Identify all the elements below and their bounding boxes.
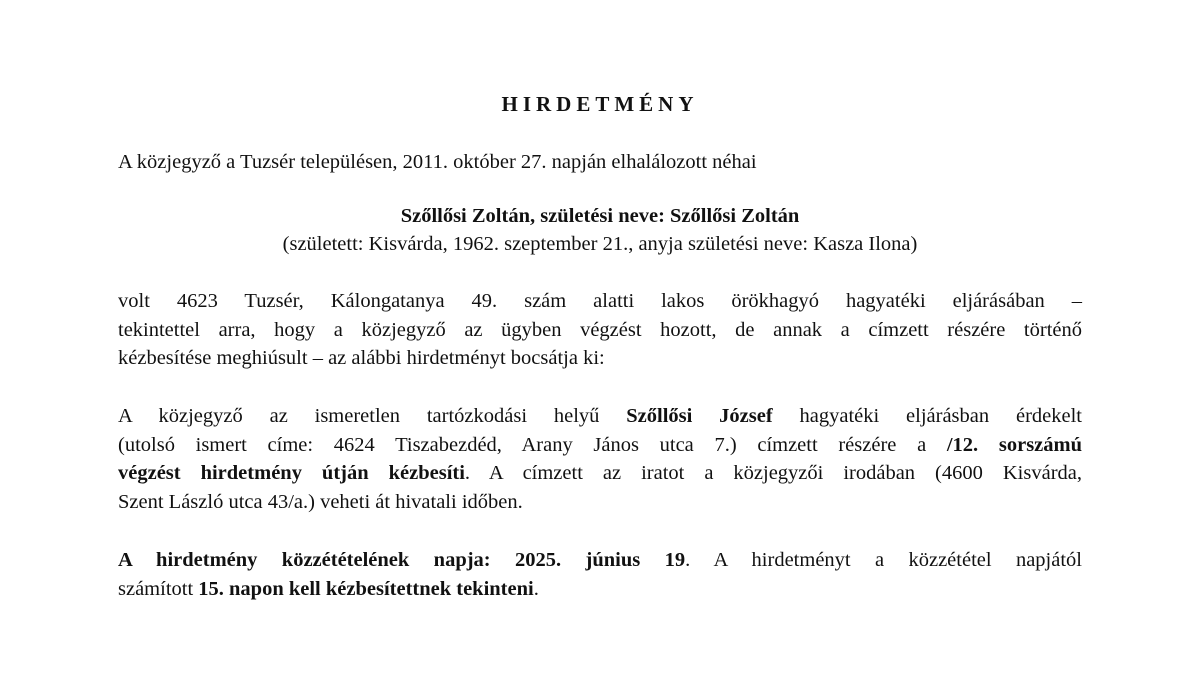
deceased-details: (született: Kisvárda, 1962. szeptember 21., anyja születési neve: Kasza Ilona) [282, 233, 918, 255]
paragraph-line [118, 459, 1082, 488]
deceased-block [118, 202, 1082, 258]
text-run: . [533, 577, 539, 600]
deceased-name: Szőllősi Zoltán, születési neve: Szőllősi Zoltán [400, 205, 800, 227]
paragraph-line [118, 431, 1082, 460]
paragraph-publication [118, 546, 1082, 603]
paragraph-estate [118, 287, 1082, 373]
publication-date: A hirdetmény közzétételének napja: 2025. június 19 [118, 549, 686, 571]
text-run: (utolsó ismert címe: 4624 Tiszabezdéd, Arany János utca 7.) címzett részére a [118, 433, 947, 456]
paragraph-line [118, 546, 1082, 575]
paragraph-delivery [118, 402, 1082, 516]
paragraph-line [118, 575, 1082, 604]
paragraph-line: Szent László utca 43/a.) veheti át hivatali időben. [118, 490, 523, 513]
text-run: . A hirdetményt a közzététel napjától [685, 549, 1082, 571]
paragraph-line: kézbesítése meghiúsult – az alábbi hirdetményt bocsátja ki: [118, 347, 605, 369]
document-title: HIRDETMÉNY [501, 92, 699, 116]
text-run: A közjegyző az ismeretlen tartózkodási helyű [118, 405, 627, 427]
order-number: /12. sorszámú [946, 433, 1082, 456]
paragraph-line [118, 402, 1082, 431]
delivery-deadline: 15. napon kell kézbesítettnek tekinteni [198, 577, 534, 600]
paragraph-line: tekintettel arra, hogy a közjegyző az ügyben végzést hozott, de annak a címzett részére történő [118, 318, 1082, 341]
text-run: . A címzett az iratot a közjegyzői irodában (4600 Kisvárda, [464, 462, 1082, 484]
delivery-method: végzést hirdetmény útján kézbesíti [118, 462, 465, 484]
text-run: hagyatéki eljárásban érdekelt [772, 405, 1082, 427]
text-run: számított [118, 577, 199, 600]
intro-line: A közjegyző a Tuzsér településen, 2011. október 27. napján elhalálozott néhai [118, 151, 757, 173]
recipient-name: Szőllősi József [626, 405, 773, 427]
paragraph-line: volt 4623 Tuzsér, Kálongatanya 49. szám alatti lakos örökhagyó hagyatéki eljárásában – [118, 290, 1082, 312]
